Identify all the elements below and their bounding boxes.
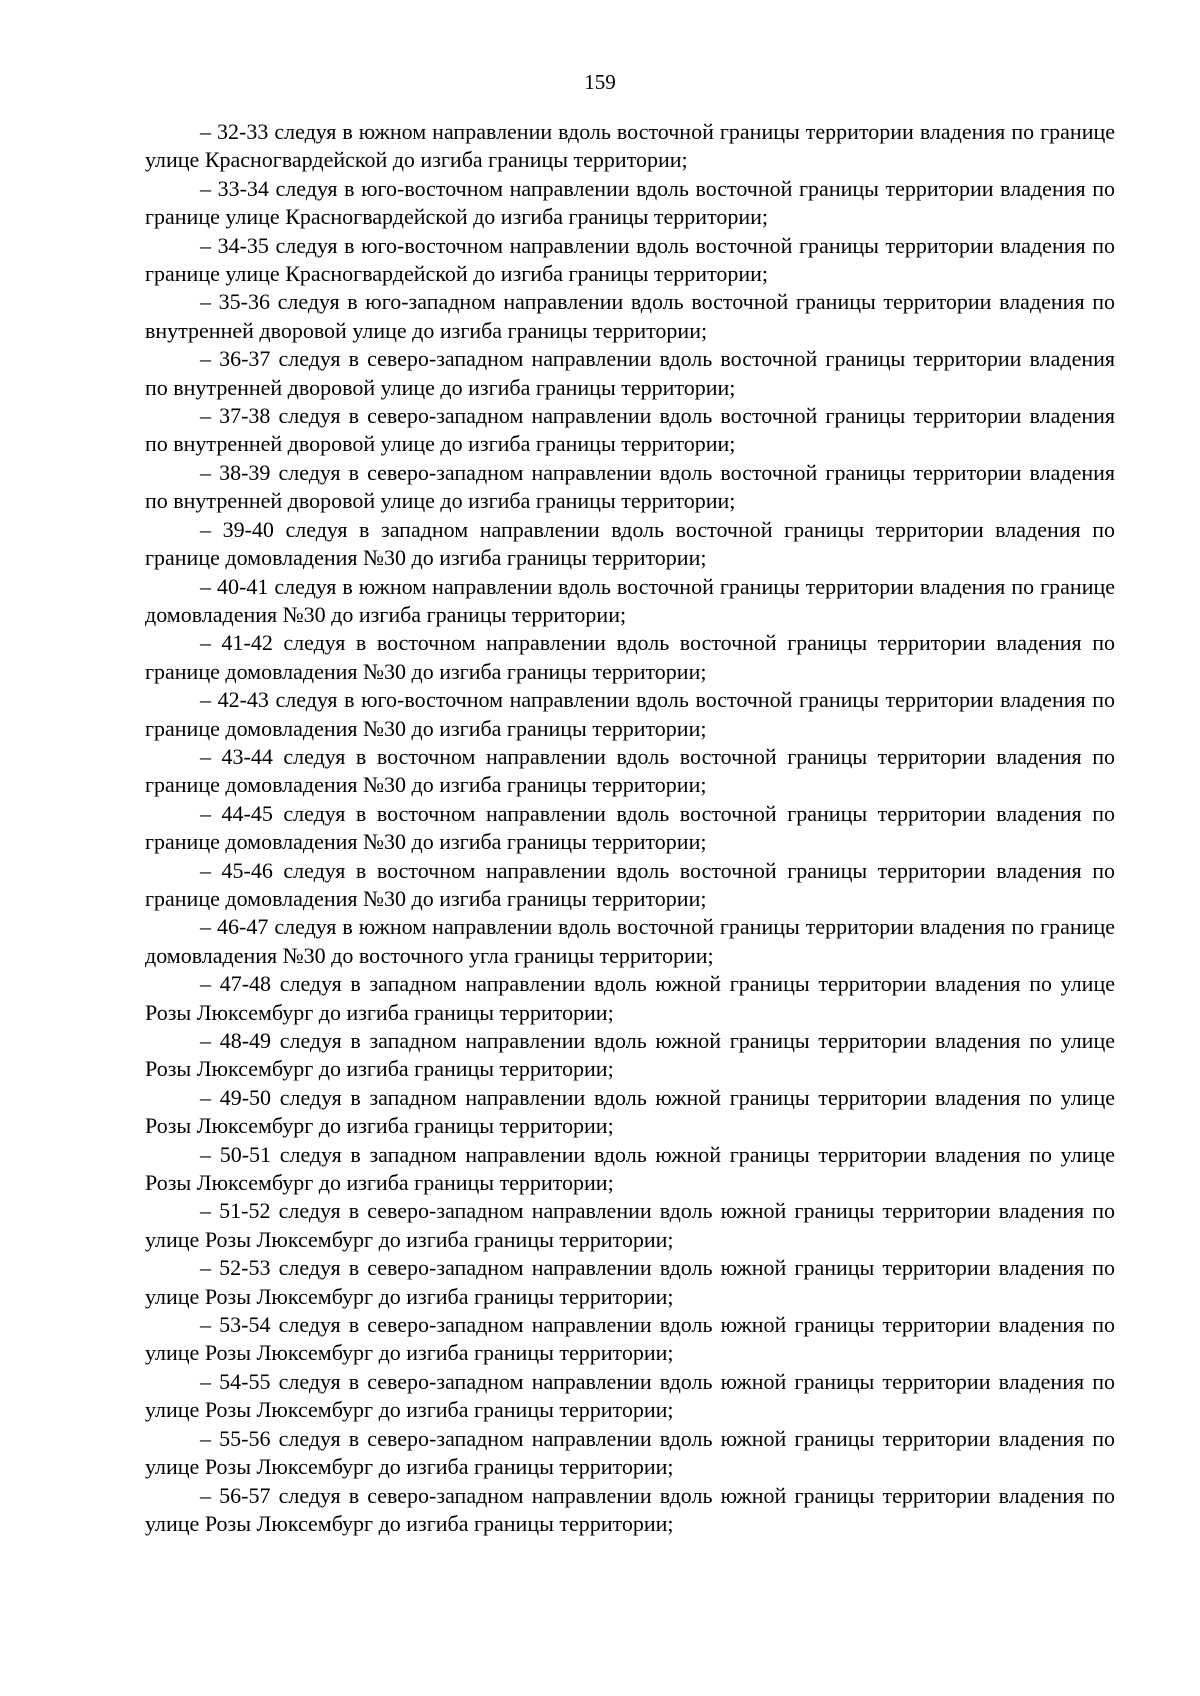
boundary-segment-paragraph: – 51-52 следуя в северо-западном направлении вдоль южной границы территории владения по улице Розы Люксембург до изгиба границы территории; xyxy=(145,1198,1115,1252)
boundary-segment-paragraph: – 50-51 следуя в западном направлении вдоль южной границы территории владения по улице Розы Люксембург до изгиба границы территории; xyxy=(145,1141,1115,1196)
boundary-segment-paragraph: – 52-53 следуя в северо-западном направлении вдоль южной границы территории владения по улице Розы Люксембург до изгиба границы территории; xyxy=(145,1255,1115,1309)
boundary-segment-paragraph: – 34-35 следуя в юго-восточном направлении вдоль восточной границы территории владения по границе улице Красногвардейской до изгиба границы территории; xyxy=(145,232,1115,287)
boundary-segment-paragraph: – 32-33 следуя в южном направлении вдоль восточной границы территории владения по границе улице Красногвардейской до изгиба границы территории; xyxy=(145,119,1115,173)
boundary-segment-paragraph: – 45-46 следуя в восточном направлении вдоль восточной границы территории владения по границе домовладения №30 до изгиба границы территории; xyxy=(145,857,1115,911)
boundary-segment-paragraph: – 39-40 следуя в западном направлении вдоль восточной границы территории владения по границе домовладения №30 до изгиба границы территории; xyxy=(145,516,1115,571)
boundary-segment-paragraph: – 56-57 следуя в северо-западном направлении вдоль южной границы территории владения по улице Розы Люксембург до изгиба границы территории; xyxy=(145,1482,1115,1536)
boundary-segment-paragraph: – 47-48 следуя в западном направлении вдоль южной границы территории владения по улице Розы Люксембург до изгиба границы территории; xyxy=(145,971,1115,1025)
boundary-segment-paragraph: – 41-42 следуя в восточном направлении вдоль восточной границы территории владения по границе домовладения №30 до изгиба границы территории; xyxy=(145,630,1115,684)
boundary-segment-paragraph: – 55-56 следуя в северо-западном направлении вдоль южной границы территории владения по улице Розы Люксембург до изгиба границы территории; xyxy=(145,1425,1115,1480)
boundary-segment-paragraph: – 33-34 следуя в юго-восточном направлении вдоль восточной границы территории владения по границе улице Красногвардейской до изгиба границы территории; xyxy=(145,175,1115,230)
boundary-segment-paragraph: – 44-45 следуя в восточном направлении вдоль восточной границы территории владения по границе домовладения №30 до изгиба границы территории; xyxy=(145,800,1115,855)
boundary-segment-paragraph: – 36-37 следуя в северо-западном направлении вдоль восточной границы территории владения по внутренней дворовой улице до изгиба границы территории; xyxy=(145,346,1115,400)
boundary-segment-paragraph: – 49-50 следуя в западном направлении вдоль южной границы территории владения по улице Розы Люксембург до изгиба границы территории; xyxy=(145,1084,1115,1139)
boundary-segment-paragraph: – 35-36 следуя в юго-западном направлении вдоль восточной границы территории владения по внутренней дворовой улице до изгиба границы территории; xyxy=(145,289,1115,343)
boundary-segment-paragraph: – 54-55 следуя в северо-западном направлении вдоль южной границы территории владения по улице Розы Люксембург до изгиба границы территории; xyxy=(145,1368,1115,1423)
document-body xyxy=(145,118,1115,1538)
boundary-segment-paragraph: – 46-47 следуя в южном направлении вдоль восточной границы территории владения по границе домовладения №30 до восточного угла границы территории; xyxy=(145,914,1115,968)
boundary-segment-paragraph: – 43-44 следуя в восточном направлении вдоль восточной границы территории владения по границе домовладения №30 до изгиба границы территории; xyxy=(145,743,1115,798)
boundary-segment-paragraph: – 38-39 следуя в северо-западном направлении вдоль восточной границы территории владения по внутренней дворовой улице до изгиба границы территории; xyxy=(145,459,1115,514)
boundary-segment-paragraph: – 42-43 следуя в юго-восточном направлении вдоль восточной границы территории владения по границе домовладения №30 до изгиба границы территории; xyxy=(145,687,1115,741)
boundary-segment-paragraph: – 37-38 следуя в северо-западном направлении вдоль восточной границы территории владения по внутренней дворовой улице до изгиба границы территории; xyxy=(145,403,1115,457)
boundary-segment-paragraph: – 48-49 следуя в западном направлении вдоль южной границы территории владения по улице Розы Люксембург до изгиба границы территории; xyxy=(145,1028,1115,1082)
boundary-segment-paragraph: – 53-54 следуя в северо-западном направлении вдоль южной границы территории владения по улице Розы Люксембург до изгиба границы территории; xyxy=(145,1312,1115,1366)
boundary-segment-paragraph: – 40-41 следуя в южном направлении вдоль восточной границы территории владения по границе домовладения №30 до изгиба границы территории; xyxy=(145,573,1115,627)
page-number: 159 xyxy=(584,70,616,94)
